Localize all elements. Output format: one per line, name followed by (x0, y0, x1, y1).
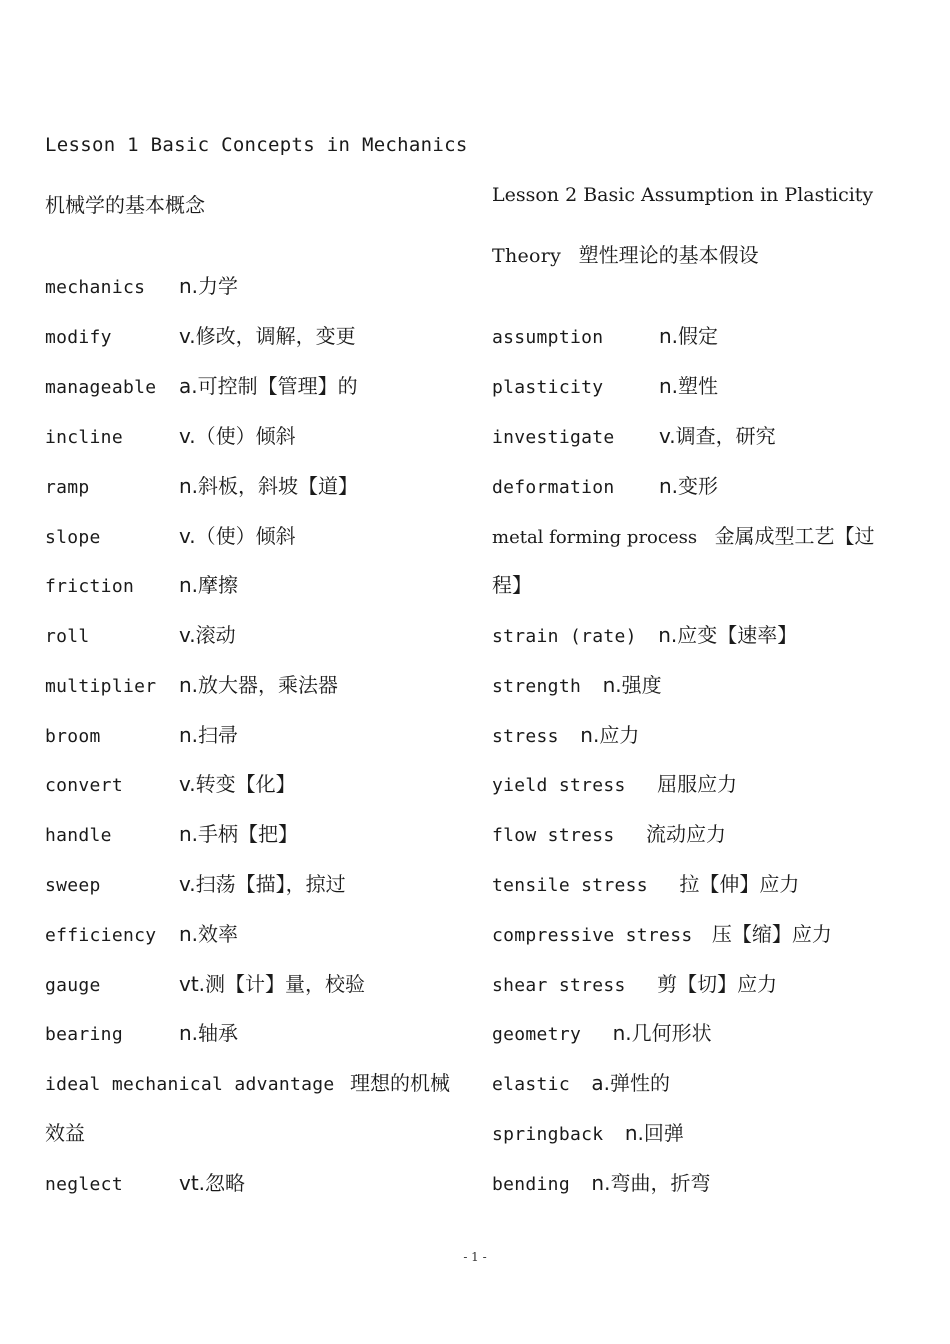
vocab-term: handle (45, 825, 112, 846)
vocab-term: efficiency (45, 925, 157, 946)
vocab-definition: n.手柄【把】 (179, 822, 299, 846)
vocab-term: shear stress (492, 975, 626, 996)
vocab-term: multiplier (45, 676, 157, 697)
vocab-term: stress (492, 726, 559, 747)
vocab-term: metal forming process (492, 527, 698, 548)
vocab-definition: 理想的机械 (350, 1071, 451, 1095)
vocab-definition: n.扫帚 (179, 723, 239, 747)
vocab-definition: n.效率 (179, 922, 239, 946)
vocab-term: yield stress (492, 775, 626, 796)
lesson-2-title-en: Theory (492, 245, 562, 267)
vocab-definition: 剪【切】应力 (657, 972, 778, 996)
lesson-1-title: Lesson 1 Basic Concepts in Mechanics (45, 134, 468, 156)
vocab-term: assumption (492, 327, 604, 348)
vocab-entry (492, 373, 718, 401)
vocab-definition: a.可控制【管理】的 (179, 374, 358, 398)
vocab-entry (45, 771, 296, 799)
vocab-definition: n.摩擦 (179, 573, 239, 597)
vocab-definition: v.扫荡【描】，掠过 (179, 872, 346, 896)
vocab-entry (45, 622, 236, 650)
vocab-term: ramp (45, 477, 90, 498)
lesson-2-title-line2 (492, 242, 759, 269)
vocab-term: slope (45, 527, 101, 548)
vocab-entry (45, 572, 238, 600)
lesson-2-title-cn: 塑性理论的基本假设 (578, 243, 759, 267)
vocab-term: neglect (45, 1174, 123, 1195)
vocab-definition: n.几何形状 (612, 1021, 712, 1045)
vocab-term: elastic (492, 1074, 570, 1095)
vocab-term: tensile stress (492, 875, 648, 896)
vocab-term: broom (45, 726, 101, 747)
vocab-entry (492, 473, 718, 501)
vocab-entry (492, 423, 776, 451)
vocab-term: deformation (492, 477, 615, 498)
vocab-term: modify (45, 327, 112, 348)
vocab-entry (492, 971, 777, 999)
vocab-definition: v.（使）倾斜 (179, 424, 296, 448)
vocab-definition: n.弯曲，折弯 (591, 1171, 711, 1195)
vocab-term: bending (492, 1174, 570, 1195)
vocab-definition: 屈服应力 (657, 772, 738, 796)
vocab-term: sweep (45, 875, 101, 896)
vocab-entry (45, 871, 346, 899)
vocab-definition: 拉【伸】应力 (679, 872, 800, 896)
vocab-definition: 流动应力 (645, 822, 726, 846)
vocab-entry (492, 622, 797, 650)
vocab-entry (45, 373, 358, 401)
vocab-term: convert (45, 775, 123, 796)
vocab-entry (492, 523, 875, 551)
vocab-entry-continuation (45, 1120, 85, 1147)
vocab-term: strain (rate) (492, 626, 637, 647)
vocab-definition: v.（使）倾斜 (179, 524, 296, 548)
vocab-entry (45, 1170, 245, 1198)
vocab-entry (492, 921, 832, 949)
vocab-entry (492, 821, 726, 849)
vocab-term: plasticity (492, 377, 604, 398)
vocab-definition: n.回弹 (624, 1121, 684, 1145)
vocab-definition: 金属成型工艺【过 (714, 524, 875, 548)
vocab-term: springback (492, 1124, 604, 1145)
vocab-definition: vt.忽略 (179, 1171, 246, 1195)
vocab-definition: v.滚动 (179, 623, 236, 647)
vocab-entry (45, 672, 338, 700)
page-number: - 1 - (463, 1250, 487, 1264)
vocab-term: bearing (45, 1024, 123, 1045)
vocab-definition: 压【缩】应力 (711, 922, 832, 946)
vocab-term: flow stress (492, 825, 615, 846)
vocab-term: incline (45, 427, 123, 448)
vocab-entry (45, 323, 356, 351)
vocab-entry (45, 1070, 450, 1098)
vocab-definition: n.力学 (179, 274, 239, 298)
vocab-definition: n.强度 (602, 673, 662, 697)
vocab-definition: n.塑性 (659, 374, 719, 398)
lesson-1-title-cn: 机械学的基本概念 (45, 193, 205, 217)
vocab-definition: n.变形 (659, 474, 719, 498)
vocab-entry (492, 1020, 712, 1048)
vocab-term: investigate (492, 427, 615, 448)
vocab-term: gauge (45, 975, 101, 996)
vocab-term: ideal mechanical advantage (45, 1074, 335, 1095)
vocab-term: friction (45, 576, 135, 597)
vocab-entry (45, 722, 238, 750)
vocab-entry (45, 273, 238, 301)
vocab-term: geometry (492, 1024, 582, 1045)
vocab-entry (45, 921, 238, 949)
vocab-definition: v.修改，调解，变更 (179, 324, 356, 348)
vocab-definition: n.假定 (659, 324, 719, 348)
vocab-definition: n.斜板，斜坡【道】 (179, 474, 359, 498)
vocab-entry (45, 423, 296, 451)
vocab-entry (492, 771, 737, 799)
vocab-entry-continuation (492, 572, 532, 599)
vocab-entry (492, 1170, 710, 1198)
vocab-definition: n.放大器，乘法器 (179, 673, 339, 697)
vocab-term: compressive stress (492, 925, 693, 946)
vocab-entry (45, 971, 365, 999)
vocab-entry (45, 1020, 238, 1048)
vocab-definition: n.应变【速率】 (658, 623, 798, 647)
vocab-definition: v.转变【化】 (179, 772, 296, 796)
vocab-term: roll (45, 626, 90, 647)
vocab-entry (45, 523, 296, 551)
vocab-entry (492, 722, 639, 750)
vocab-entry (45, 821, 298, 849)
vocab-term: strength (492, 676, 582, 697)
lesson-2-title: Lesson 2 Basic Assumption in Plasticity (492, 184, 874, 206)
vocab-definition: a.弹性的 (591, 1071, 671, 1095)
vocab-entry (492, 871, 799, 899)
vocab-term: manageable (45, 377, 157, 398)
vocab-entry (45, 473, 358, 501)
vocab-definition: n.应力 (580, 723, 640, 747)
vocab-entry (492, 1070, 670, 1098)
vocab-definition: vt.测【计】量，校验 (179, 972, 366, 996)
vocab-definition: n.轴承 (179, 1021, 239, 1045)
vocab-definition: 程】 (492, 573, 532, 597)
vocab-definition: v.调查，研究 (659, 424, 776, 448)
vocab-entry (492, 672, 662, 700)
vocab-entry (492, 323, 718, 351)
vocab-definition: 效益 (45, 1121, 85, 1145)
vocab-entry (492, 1120, 684, 1148)
vocab-term: mechanics (45, 277, 146, 298)
